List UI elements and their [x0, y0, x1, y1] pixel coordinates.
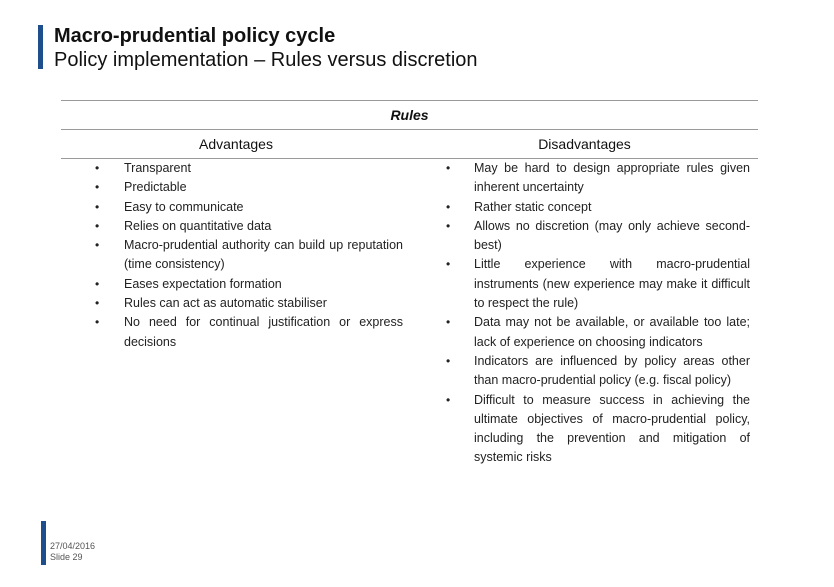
slide-subtitle: Policy implementation – Rules versus discretion: [54, 49, 478, 71]
advantage-item: [61, 294, 411, 313]
advantage-item-text: No need for continual justification or express decisions: [124, 315, 403, 349]
advantage-item: [61, 159, 411, 178]
slide-title-block: [54, 24, 478, 72]
table-body: [61, 159, 758, 468]
bullet-icon: •: [95, 296, 100, 311]
advantage-item: [61, 198, 411, 217]
advantage-item-text: Macro-prudential authority can build up reputation (time consistency): [124, 238, 403, 272]
bullet-icon: •: [95, 218, 100, 233]
disadvantage-item: [411, 159, 758, 198]
advantage-item-text: Relies on quantitative data: [124, 218, 272, 233]
table-heading: Rules: [390, 107, 429, 123]
advantage-item-text: Eases expectation formation: [124, 276, 282, 291]
disadvantage-item-text: Difficult to measure success in achieving the ultimate objectives of macro-prudential policy, including the prevention and mitigation of systemic risks: [474, 392, 750, 465]
bullet-icon: •: [446, 161, 451, 175]
bullet-icon: •: [446, 353, 451, 368]
disadvantage-item: [411, 352, 758, 391]
disadvantage-item-text: Indicators are influenced by policy areas other than macro-prudential policy (e.g. fiscal policy): [474, 353, 750, 388]
disadvantages-header: Disadvantages: [538, 136, 631, 152]
disadvantage-item-text: Data may not be available, or available too late; lack of experience on choosing indicators: [474, 315, 750, 349]
bullet-icon: •: [95, 238, 100, 253]
footer-slide-number: Slide 29: [50, 552, 83, 562]
disadvantage-item-text: Little experience with macro-prudential instruments (new experience may make it difficult to respect the rule): [474, 257, 750, 311]
footer-date: 27/04/2016: [50, 541, 96, 551]
advantage-item: [61, 275, 411, 294]
footer-accent-bar: [41, 521, 46, 565]
disadvantage-item: [411, 217, 758, 256]
disadvantage-item: [411, 313, 758, 352]
disadvantage-item-text: May be hard to design appropriate rules given inherent uncertainty: [474, 161, 750, 195]
title-accent-bar: [38, 25, 43, 69]
advantage-item: [61, 313, 411, 352]
disadvantage-item: [411, 255, 758, 313]
bullet-icon: •: [95, 315, 100, 330]
advantage-item: [61, 236, 411, 275]
rules-table: [61, 100, 758, 468]
advantage-item-text: Predictable: [124, 180, 187, 195]
advantages-column: [61, 159, 411, 468]
bullet-icon: •: [446, 199, 451, 214]
bullet-icon: •: [95, 180, 100, 195]
column-headers: [61, 130, 758, 158]
bullet-icon: •: [446, 315, 451, 330]
disadvantages-column: [411, 159, 758, 468]
disadvantages-list: [411, 159, 758, 468]
disadvantage-item-text: Allows no discretion (may only achieve second-best): [474, 218, 750, 253]
advantage-item: [61, 217, 411, 236]
slide-title: Macro-prudential policy cycle: [54, 25, 336, 47]
disadvantage-item: [411, 198, 758, 217]
disadvantage-item-text: Rather static concept: [474, 199, 592, 214]
bullet-icon: •: [446, 218, 451, 233]
advantage-item-text: Rules can act as automatic stabiliser: [124, 296, 327, 311]
bullet-icon: •: [95, 276, 100, 291]
bullet-icon: •: [95, 161, 100, 175]
slide-footer: [50, 541, 95, 563]
advantage-item-text: Transparent: [124, 161, 191, 175]
advantage-item-text: Easy to communicate: [124, 199, 244, 214]
advantages-list: [61, 159, 411, 352]
advantages-header: Advantages: [199, 136, 273, 152]
bullet-icon: •: [95, 199, 100, 214]
bullet-icon: •: [446, 392, 451, 407]
disadvantage-item: [411, 391, 758, 468]
bullet-icon: •: [446, 257, 451, 272]
advantage-item: [61, 178, 411, 197]
